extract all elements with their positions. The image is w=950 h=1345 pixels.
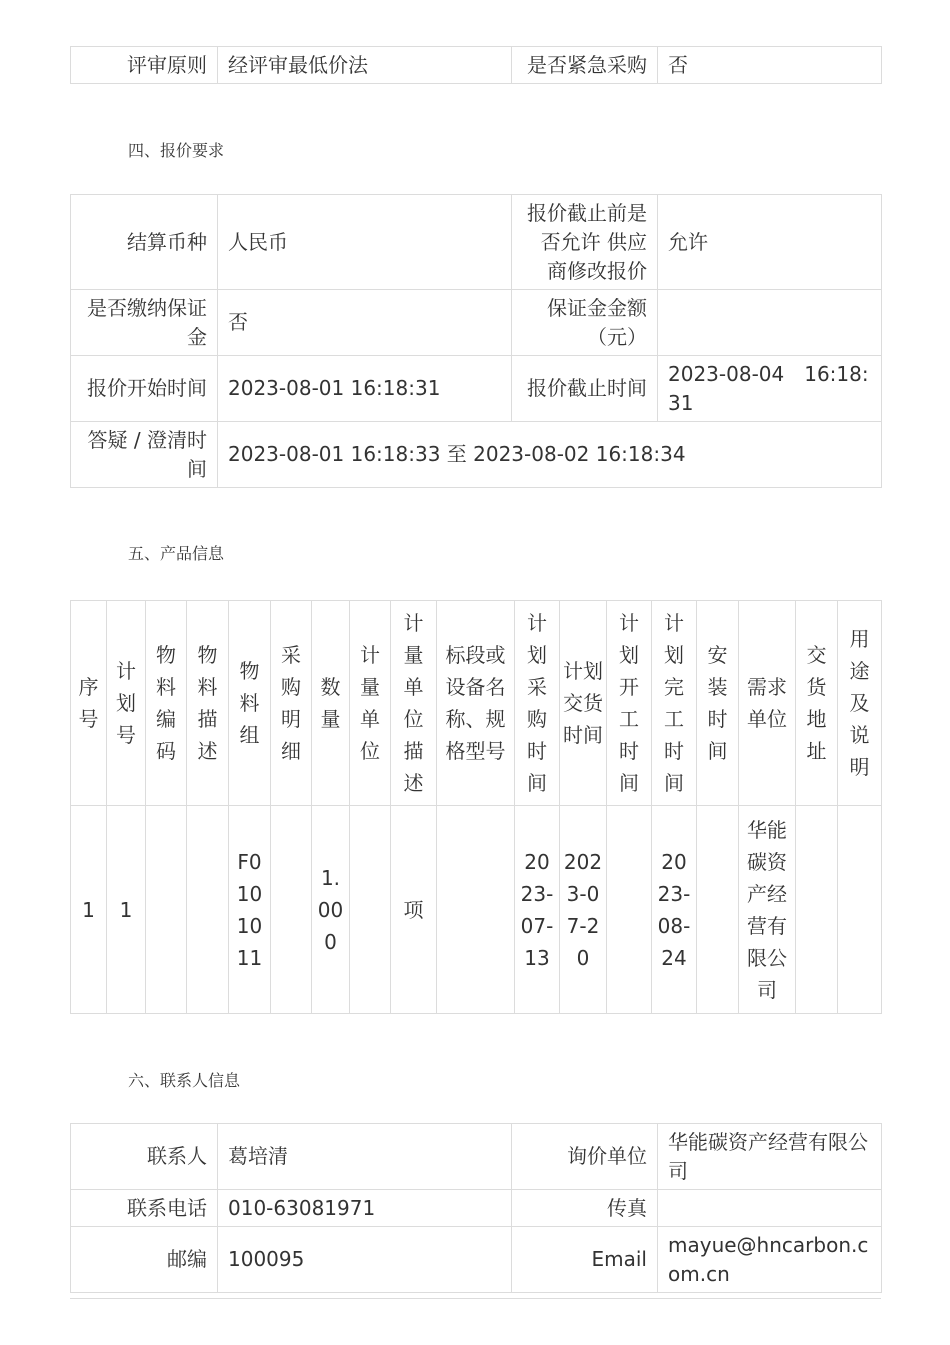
product-header-cell: 计划采购时间 [515, 601, 560, 806]
urgent-label: 是否紧急采购 [512, 47, 658, 84]
product-cell: 1 [107, 806, 146, 1014]
quote-start-label: 报价开始时间 [71, 356, 218, 422]
inquiry-unit-label: 询价单位 [512, 1124, 658, 1190]
product-cell [146, 806, 187, 1014]
fax-label: 传真 [512, 1190, 658, 1227]
review-table [70, 46, 882, 84]
product-header-cell: 序号 [71, 601, 107, 806]
product-header-cell: 交货地址 [796, 601, 838, 806]
review-method-label: 评审原则 [71, 47, 218, 84]
product-header-cell: 物料描述 [187, 601, 229, 806]
section-heading-product: 五、产品信息 [128, 544, 225, 563]
product-header-cell: 采购明细 [271, 601, 312, 806]
contact-table-block [70, 1123, 881, 1293]
product-header-cell: 计划完工时间 [652, 601, 697, 806]
modify-label: 报价截止前是否允许 供应商修改报价 [512, 195, 658, 290]
email-label: Email [512, 1227, 658, 1293]
quote-end-value: 2023-08-04 16:18:31 [658, 356, 882, 422]
product-header-cell: 计量单位 [350, 601, 391, 806]
product-cell [350, 806, 391, 1014]
product-table [70, 600, 882, 1014]
deposit-amount-value [658, 290, 882, 356]
email-value[interactable]: mayue@hncarbon.com.cn [658, 1227, 882, 1293]
product-cell [697, 806, 739, 1014]
currency-label: 结算币种 [71, 195, 218, 290]
product-cell [437, 806, 515, 1014]
qa-label: 答疑 / 澄清时间 [71, 422, 218, 488]
quote-start-value: 2023-08-01 16:18:31 [218, 356, 512, 422]
product-header-cell: 计划开工时间 [607, 601, 652, 806]
product-table-block [70, 600, 881, 1014]
section-heading-quote: 四、报价要求 [128, 141, 225, 160]
product-header-cell: 计量单位描述 [391, 601, 437, 806]
quote-table [70, 194, 882, 488]
product-cell [187, 806, 229, 1014]
product-cell: 华能碳资产经营有限公司 [739, 806, 796, 1014]
urgent-value: 否 [658, 47, 882, 84]
product-cell [838, 806, 882, 1014]
product-cell: 2023-07-13 [515, 806, 560, 1014]
zip-label: 邮编 [71, 1227, 218, 1293]
deposit-value: 否 [218, 290, 512, 356]
bottom-divider [70, 1298, 881, 1299]
product-header-cell: 计划交货时间 [560, 601, 607, 806]
product-header-cell: 物料组 [229, 601, 271, 806]
quote-end-label: 报价截止时间 [512, 356, 658, 422]
review-table-block [70, 46, 881, 84]
deposit-amount-label: 保证金金额（元） [512, 290, 658, 356]
product-cell: 1.000 [312, 806, 350, 1014]
product-cell: 2023-07-20 [560, 806, 607, 1014]
product-header-cell: 数量 [312, 601, 350, 806]
contact-person-label: 联系人 [71, 1124, 218, 1190]
inquiry-unit-value: 华能碳资产经营有限公司 [658, 1124, 882, 1190]
section-heading-contact: 六、联系人信息 [128, 1071, 241, 1090]
product-cell: 2023-08-24 [652, 806, 697, 1014]
contact-table [70, 1123, 882, 1293]
product-header-cell: 用途及说明 [838, 601, 882, 806]
quote-table-block [70, 194, 881, 488]
zip-value: 100095 [218, 1227, 512, 1293]
fax-value [658, 1190, 882, 1227]
contact-person-value: 葛培清 [218, 1124, 512, 1190]
product-header-cell: 需求单位 [739, 601, 796, 806]
currency-value: 人民币 [218, 195, 512, 290]
product-cell [271, 806, 312, 1014]
deposit-label: 是否缴纳保证金 [71, 290, 218, 356]
product-cell: 1 [71, 806, 107, 1014]
product-header-cell: 标段或设备名称、规格型号 [437, 601, 515, 806]
product-header-cell: 物料编码 [146, 601, 187, 806]
product-cell [796, 806, 838, 1014]
modify-value: 允许 [658, 195, 882, 290]
phone-value: 010-63081971 [218, 1190, 512, 1227]
product-header-cell: 安装时间 [697, 601, 739, 806]
phone-label: 联系电话 [71, 1190, 218, 1227]
product-cell [607, 806, 652, 1014]
product-cell: 项 [391, 806, 437, 1014]
review-method-value: 经评审最低价法 [218, 47, 512, 84]
product-cell: F0101011 [229, 806, 271, 1014]
product-header-cell: 计划号 [107, 601, 146, 806]
qa-value: 2023-08-01 16:18:33 至 2023-08-02 16:18:34 [218, 422, 882, 488]
